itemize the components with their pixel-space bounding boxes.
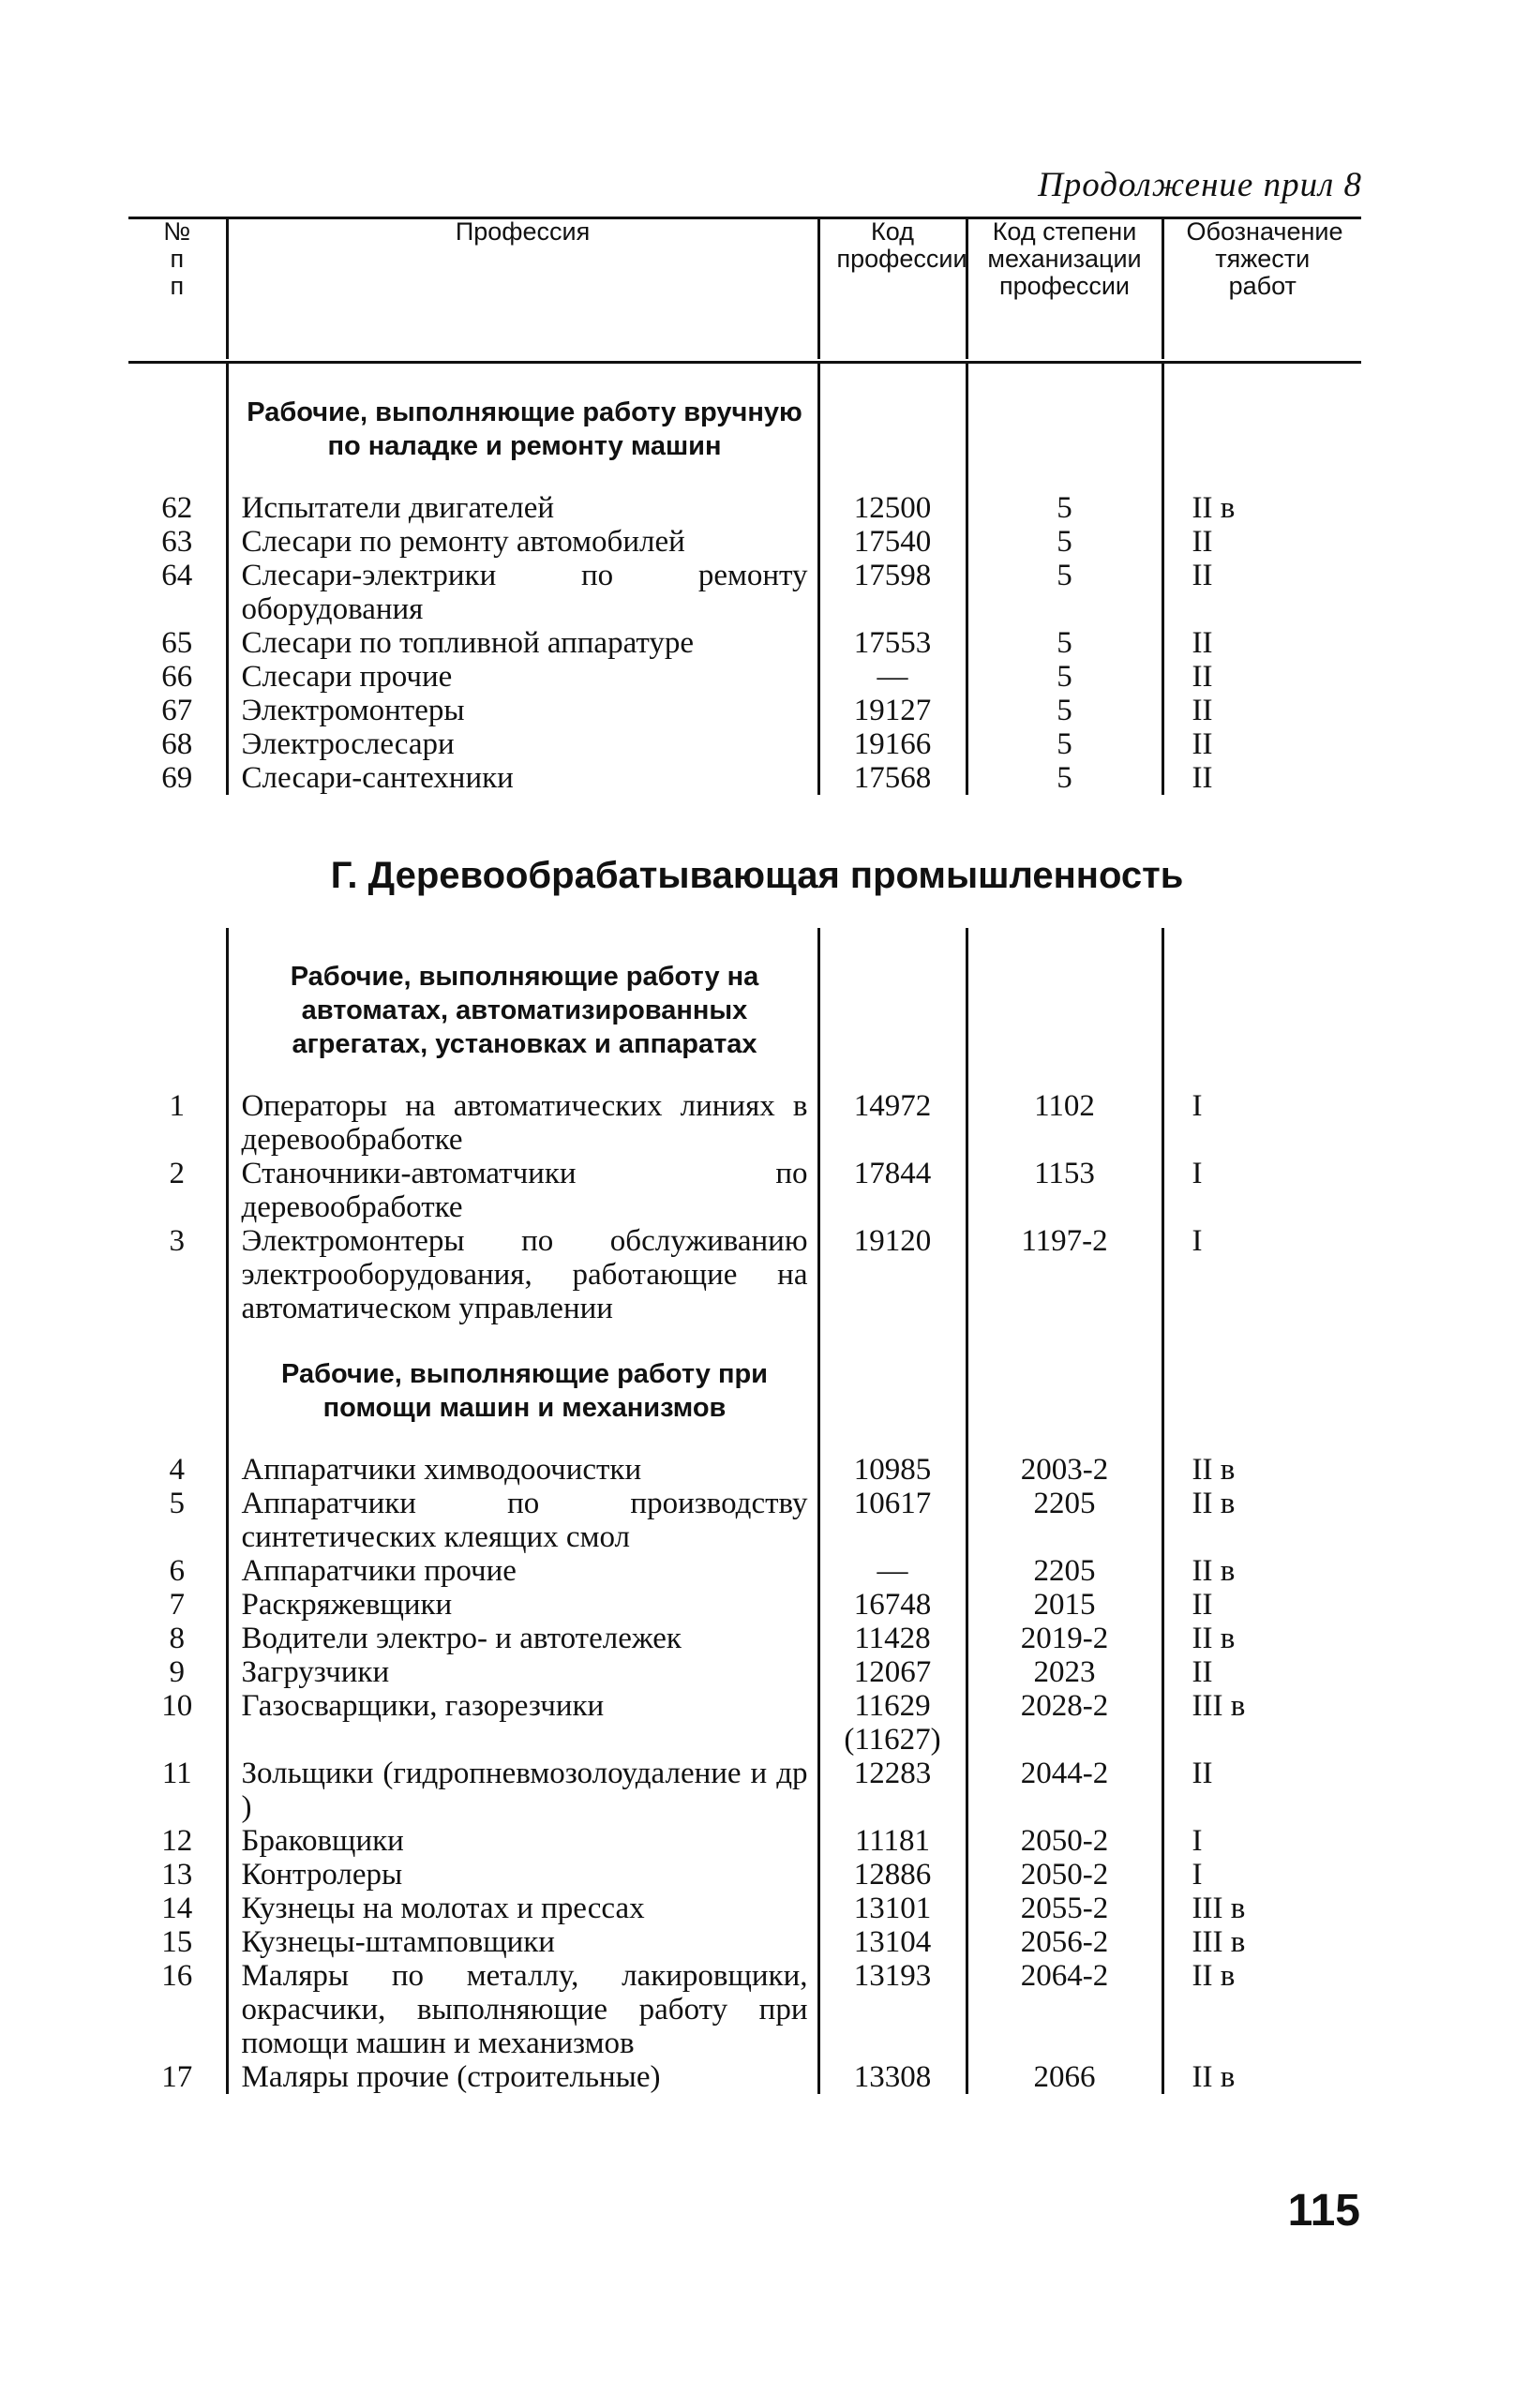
row-severity: I xyxy=(1162,1824,1361,1858)
col-header-mech: Код степени механизации профессии xyxy=(967,218,1162,359)
row-num: 62 xyxy=(161,491,193,525)
row-profession: Зольщики (гидропневмозолоудаление и др ) xyxy=(227,1757,818,1824)
row-num: 68 xyxy=(161,727,193,761)
table-row xyxy=(128,1858,1361,1892)
row-mech: 2205 xyxy=(967,1554,1162,1588)
row-profession: Маляры прочие (строительные) xyxy=(227,2060,818,2094)
row-mech: 5 xyxy=(967,491,1162,525)
group-manual-repair: Рабочие, выполняющие работу вручную по наладке и ремонту машин xyxy=(227,364,818,491)
row-code-multi xyxy=(818,1689,967,1757)
row-num: 9 xyxy=(169,1655,185,1689)
row-profession: Аппаратчики прочие xyxy=(227,1554,818,1588)
table-row xyxy=(128,727,1361,761)
row-profession: Раскряжевщики xyxy=(227,1588,818,1622)
row-mech: 2015 xyxy=(967,1588,1162,1622)
row-code: 19127 xyxy=(818,694,967,727)
row-profession: Испытатели двигателей xyxy=(227,491,818,525)
row-severity: II в xyxy=(1162,1554,1361,1588)
row-severity: II в xyxy=(1162,1959,1361,2060)
row-num: 3 xyxy=(169,1224,185,1258)
row-severity: II xyxy=(1162,525,1361,559)
row-profession: Водители электро- и автотележек xyxy=(227,1622,818,1655)
table-row xyxy=(128,1689,1361,1757)
row-profession: Электромонтеры по обслуживанию электрооборудования, работающие на автоматическом управлении xyxy=(227,1224,818,1325)
row-num: 15 xyxy=(161,1925,193,1959)
table-row xyxy=(128,1157,1361,1224)
row-num: 66 xyxy=(161,660,193,694)
row-num: 6 xyxy=(169,1554,185,1588)
row-severity: I xyxy=(1162,1858,1361,1892)
row-code: 19120 xyxy=(818,1224,967,1325)
row-severity: II xyxy=(1162,1588,1361,1622)
row-num: 64 xyxy=(161,559,193,592)
row-num: 10 xyxy=(161,1689,193,1723)
row-severity: II xyxy=(1162,626,1361,660)
row-code: 19166 xyxy=(818,727,967,761)
row-severity: I xyxy=(1162,1224,1361,1325)
row-code: 11428 xyxy=(818,1622,967,1655)
row-code-alt: (11627) xyxy=(844,1723,941,1757)
table-top xyxy=(128,364,1361,795)
row-severity: II xyxy=(1162,727,1361,761)
table-row xyxy=(128,1959,1361,2060)
row-severity: II xyxy=(1162,694,1361,727)
row-code: 17844 xyxy=(818,1157,967,1224)
row-profession: Слесари прочие xyxy=(227,660,818,694)
row-mech: 5 xyxy=(967,660,1162,694)
row-mech: 5 xyxy=(967,761,1162,795)
row-code: 12500 xyxy=(818,491,967,525)
row-num: 13 xyxy=(161,1858,193,1892)
row-code: 11629 xyxy=(854,1689,931,1723)
row-mech: 2056-2 xyxy=(967,1925,1162,1959)
col-header-severity: Обозначение тяжести работ xyxy=(1162,218,1361,359)
row-mech: 2050-2 xyxy=(967,1858,1162,1892)
page-number: 115 xyxy=(1287,2186,1360,2236)
table-row xyxy=(128,1487,1361,1554)
row-code: — xyxy=(818,1554,967,1588)
group-automated: Рабочие, выполняющие работу на автоматах, автоматизированных агрегатах, установках и аппаратах xyxy=(227,928,818,1089)
row-mech: 2205 xyxy=(967,1487,1162,1554)
row-mech: 2028-2 xyxy=(967,1689,1162,1757)
row-num: 17 xyxy=(161,2060,193,2094)
row-profession: Станочники-автоматчики по деревообработке xyxy=(227,1157,818,1224)
row-profession: Операторы на автоматических линиях в деревообработке xyxy=(227,1089,818,1157)
col-header-code: Код профессии xyxy=(818,218,967,359)
row-mech: 2023 xyxy=(967,1655,1162,1689)
row-severity: II в xyxy=(1162,1453,1361,1487)
row-profession: Контролеры xyxy=(227,1858,818,1892)
row-profession: Слесари по ремонту автомобилей xyxy=(227,525,818,559)
row-severity: III в xyxy=(1162,1689,1361,1757)
row-code: 13193 xyxy=(818,1959,967,2060)
table-row xyxy=(128,626,1361,660)
row-code: — xyxy=(818,660,967,694)
row-severity: II xyxy=(1162,1655,1361,1689)
row-code: 12283 xyxy=(818,1757,967,1824)
row-severity: II xyxy=(1162,761,1361,795)
table-row xyxy=(128,1588,1361,1622)
row-profession: Кузнецы на молотах и прессах xyxy=(227,1892,818,1925)
row-code: 12886 xyxy=(818,1858,967,1892)
row-mech: 2019-2 xyxy=(967,1622,1162,1655)
table-row xyxy=(128,1554,1361,1588)
column-header xyxy=(128,218,1361,359)
row-code: 17568 xyxy=(818,761,967,795)
row-profession: Слесари-сантехники xyxy=(227,761,818,795)
table-row xyxy=(128,525,1361,559)
section-title: Г. Деревообрабатывающая промышленность xyxy=(330,855,1184,896)
table-row xyxy=(128,660,1361,694)
row-severity: I xyxy=(1162,1089,1361,1157)
table-row xyxy=(128,1925,1361,1959)
row-severity: II xyxy=(1162,1757,1361,1824)
col-header-profession: Профессия xyxy=(227,218,818,359)
row-code: 14972 xyxy=(818,1089,967,1157)
row-num: 4 xyxy=(169,1453,185,1487)
row-num: 2 xyxy=(169,1157,185,1190)
table-woodworking xyxy=(128,928,1361,2094)
row-mech: 5 xyxy=(967,626,1162,660)
row-severity: III в xyxy=(1162,1925,1361,1959)
row-code: 17553 xyxy=(818,626,967,660)
row-profession: Маляры по металлу, лакировщики, окрасчики, выполняющие работу при помощи машин и механизмов xyxy=(227,1959,818,2060)
col-header-num: № п п xyxy=(163,217,191,300)
row-mech: 2003-2 xyxy=(967,1453,1162,1487)
row-num: 14 xyxy=(161,1892,193,1925)
row-mech: 2055-2 xyxy=(967,1892,1162,1925)
row-profession: Слесари-электрики по ремонту оборудования xyxy=(227,559,818,626)
group-machines: Рабочие, выполняющие работу при помощи машин и механизмов xyxy=(227,1325,818,1453)
row-num: 5 xyxy=(169,1487,185,1520)
row-severity: II в xyxy=(1162,491,1361,525)
row-mech: 5 xyxy=(967,694,1162,727)
row-profession: Аппаратчики по производству синтетических клеящих смол xyxy=(227,1487,818,1554)
row-code: 13308 xyxy=(818,2060,967,2094)
table-row xyxy=(128,559,1361,626)
row-severity: II в xyxy=(1162,1622,1361,1655)
row-num: 16 xyxy=(161,1959,193,1993)
table-row xyxy=(128,1224,1361,1325)
row-profession: Браковщики xyxy=(227,1824,818,1858)
row-code: 10985 xyxy=(818,1453,967,1487)
row-num: 1 xyxy=(169,1089,185,1123)
row-code: 12067 xyxy=(818,1655,967,1689)
table-row xyxy=(128,761,1361,795)
row-mech: 1153 xyxy=(967,1157,1162,1224)
row-profession: Загрузчики xyxy=(227,1655,818,1689)
table-row xyxy=(128,1622,1361,1655)
row-severity: I xyxy=(1162,1157,1361,1224)
row-code: 16748 xyxy=(818,1588,967,1622)
table-row xyxy=(128,1892,1361,1925)
row-code: 13104 xyxy=(818,1925,967,1959)
table-row xyxy=(128,1757,1361,1824)
table-row xyxy=(128,491,1361,525)
row-mech: 2066 xyxy=(967,2060,1162,2094)
table-row xyxy=(128,1655,1361,1689)
table-row xyxy=(128,1453,1361,1487)
row-num: 67 xyxy=(161,694,193,727)
row-mech: 5 xyxy=(967,727,1162,761)
row-mech: 5 xyxy=(967,525,1162,559)
table-row xyxy=(128,1089,1361,1157)
row-profession: Электромонтеры xyxy=(227,694,818,727)
row-code: 11181 xyxy=(818,1824,967,1858)
row-severity: II в xyxy=(1162,1487,1361,1554)
row-num: 7 xyxy=(169,1588,185,1622)
row-severity: III в xyxy=(1162,1892,1361,1925)
row-mech: 2044-2 xyxy=(967,1757,1162,1824)
table-row xyxy=(128,694,1361,727)
row-mech: 2050-2 xyxy=(967,1824,1162,1858)
row-profession: Слесари по топливной аппаратуре xyxy=(227,626,818,660)
row-severity: II в xyxy=(1162,2060,1361,2094)
table-row xyxy=(128,2060,1361,2094)
row-severity: II xyxy=(1162,660,1361,694)
row-code: 17540 xyxy=(818,525,967,559)
row-num: 63 xyxy=(161,525,193,559)
row-code: 17598 xyxy=(818,559,967,626)
row-num: 8 xyxy=(169,1622,185,1655)
row-profession: Аппаратчики химводоочистки xyxy=(227,1453,818,1487)
row-code: 10617 xyxy=(818,1487,967,1554)
row-code: 13101 xyxy=(818,1892,967,1925)
continuation-caption: Продолжение прил 8 xyxy=(1038,166,1362,204)
row-severity: II xyxy=(1162,559,1361,626)
row-profession: Газосварщики, газорезчики xyxy=(227,1689,818,1757)
row-mech: 2064-2 xyxy=(967,1959,1162,2060)
row-num: 65 xyxy=(161,626,193,660)
row-num: 11 xyxy=(161,1757,192,1790)
table-row xyxy=(128,1824,1361,1858)
row-num: 12 xyxy=(161,1824,193,1858)
row-mech: 1102 xyxy=(967,1089,1162,1157)
row-profession: Электрослесари xyxy=(227,727,818,761)
row-profession: Кузнецы-штамповщики xyxy=(227,1925,818,1959)
row-mech: 1197-2 xyxy=(967,1224,1162,1325)
row-mech: 5 xyxy=(967,559,1162,626)
row-num: 69 xyxy=(161,761,193,795)
